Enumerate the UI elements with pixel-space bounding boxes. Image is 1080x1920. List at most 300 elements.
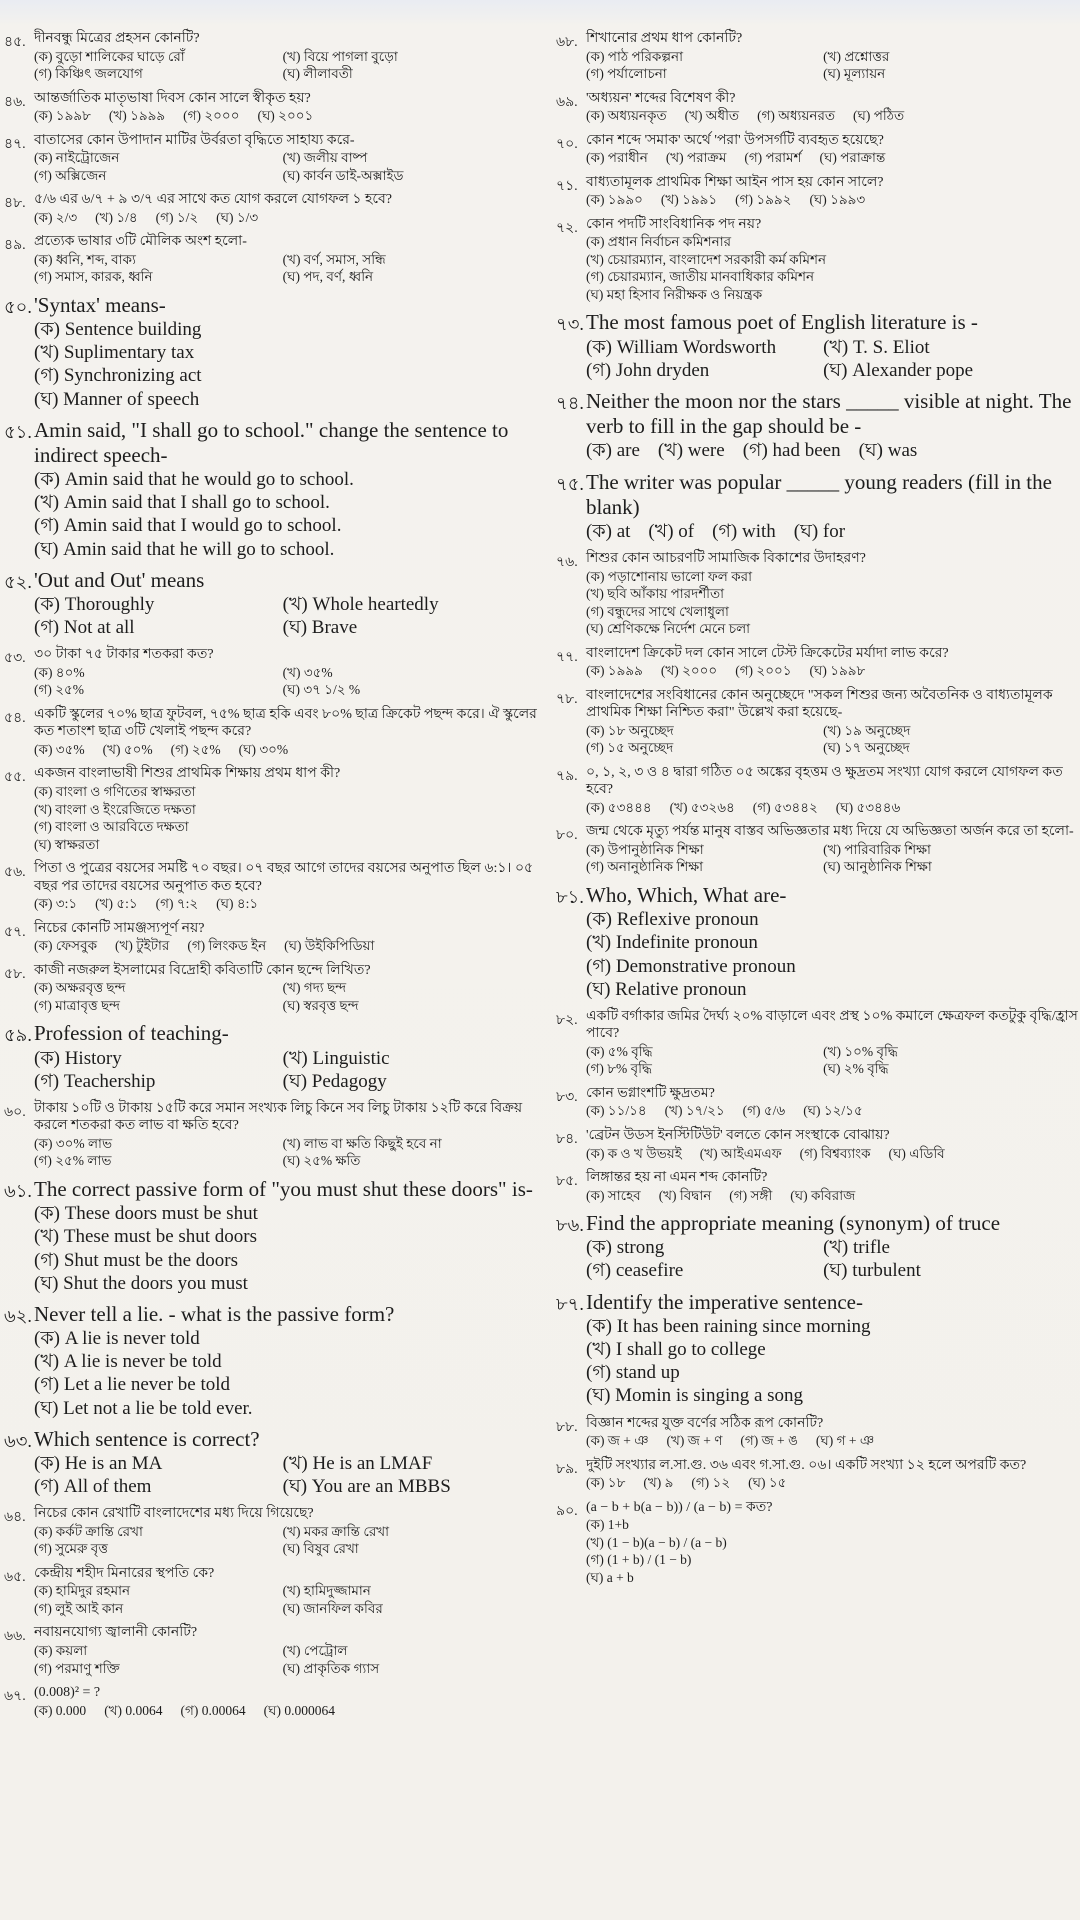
answer-option: (গ) লুই আই কান bbox=[34, 1600, 124, 1616]
answer-option: (গ) কিঞ্চিৎ জলযোগ bbox=[34, 66, 143, 82]
answer-option: (গ) লিংকড ইন bbox=[187, 938, 267, 954]
answer-option: (খ) Indefinite pronoun bbox=[586, 932, 758, 954]
answer-option: (ঘ) পদ, বর্ণ, ধ্বনি bbox=[282, 269, 374, 285]
question-item bbox=[4, 765, 552, 853]
question-item bbox=[556, 470, 1080, 544]
question-body bbox=[34, 293, 552, 411]
option-list bbox=[34, 783, 552, 853]
option-list bbox=[34, 741, 552, 759]
answer-option: (ক) পরাধীন bbox=[586, 150, 648, 166]
answer-option: (গ) Synchronizing act bbox=[34, 365, 202, 387]
question-item bbox=[556, 883, 1080, 1001]
answer-option: (গ) বিশ্বব্যাংক bbox=[799, 1145, 871, 1161]
answer-option: (ঘ) উইকিপিডিয়া bbox=[284, 938, 375, 954]
option-list bbox=[34, 1702, 552, 1720]
question-item bbox=[4, 1427, 552, 1499]
question-stem: The writer was popular _____ young readers (fill in the blank) bbox=[586, 469, 1052, 519]
answer-option: (ঘ) পরাক্রান্ত bbox=[819, 150, 886, 166]
question-body bbox=[34, 191, 552, 226]
question-number: ৪৭. bbox=[4, 136, 26, 152]
question-stem: ৫/৬ এর ৬/৭ + ৯ ৩/৭ এর সাথে কত যোগ করলে যোগফল ১ হবে? bbox=[34, 192, 392, 208]
answer-option: (ক) Sentence building bbox=[34, 319, 202, 341]
question-number: ৭৬. bbox=[556, 555, 578, 571]
answer-option: (ঘ) বিষুব রেখা bbox=[282, 1541, 359, 1557]
answer-option: (ক) strong bbox=[586, 1237, 665, 1259]
question-item bbox=[556, 1457, 1080, 1492]
answer-option: (ঘ) ৩৭ ১/২ % bbox=[282, 682, 361, 698]
option-list bbox=[586, 841, 1080, 876]
question-stem: প্রত্যেক ভাষার ৩টি মৌলিক অংশ হলো- bbox=[34, 234, 247, 250]
answer-option: (ঘ) Pedagogy bbox=[282, 1070, 387, 1092]
answer-option: (ঘ) Manner of speech bbox=[34, 388, 200, 410]
question-body bbox=[586, 174, 1080, 209]
question-body bbox=[34, 30, 552, 83]
right-column bbox=[556, 30, 1080, 1593]
question-stem: দুইটি সংখ্যার ল.সা.গু. ৩৬ এবং গ.সা.গু. ০৬। একটি সংখ্যা ১২ হলে অপরটি কত? bbox=[586, 1457, 1027, 1473]
answer-option: (গ) বাংলা ও আরবিতে দক্ষতা bbox=[34, 819, 189, 835]
answer-option: (ক) উপানুষ্ঠানিক শিক্ষা bbox=[586, 841, 704, 857]
question-stem: ০, ১, ২, ৩ ও ৪ দ্বারা গঠিত ০৫ অঙ্কের বৃহত্তম ও ক্ষুদ্রতম সংখ্যা যোগ করলে যোগফল কত হবে? bbox=[586, 764, 1063, 798]
answer-option: (ক) History bbox=[34, 1047, 122, 1069]
answer-option: (খ) হামিদুজ্জামান bbox=[282, 1583, 371, 1599]
question-body bbox=[586, 389, 1080, 463]
question-stem: Find the appropriate meaning (synonym) of truce bbox=[586, 1211, 1001, 1236]
question-number: ৬৩. bbox=[4, 1430, 32, 1451]
answer-option: (গ) Let a lie never be told bbox=[34, 1374, 231, 1396]
question-stem: 'Syntax' means- bbox=[34, 292, 166, 317]
question-item bbox=[556, 764, 1080, 817]
question-body bbox=[34, 132, 552, 185]
answer-option: (খ) I shall go to college bbox=[586, 1339, 766, 1361]
answer-option: (ক) ধ্বনি, শব্দ, বাক্য bbox=[34, 251, 136, 267]
question-item bbox=[556, 1415, 1080, 1450]
question-item bbox=[4, 1684, 552, 1719]
answer-option: (খ) পারিবারিক শিক্ষা bbox=[823, 841, 931, 857]
question-item bbox=[4, 1177, 552, 1295]
option-list bbox=[586, 1474, 1080, 1492]
question-stem: কেন্দ্রীয় শহীদ মিনারের স্থপতি কে? bbox=[34, 1565, 215, 1581]
answer-option: (ক) বুড়ো শালিকের ঘাড়ে রোঁ bbox=[34, 48, 185, 64]
option-list bbox=[34, 895, 552, 913]
question-item bbox=[556, 174, 1080, 209]
answer-option: (খ) Suplimentary tax bbox=[34, 342, 195, 364]
answer-option: (খ) জলীয় বাষ্প bbox=[282, 150, 368, 166]
answer-option: (খ) ২০০০ bbox=[660, 663, 718, 679]
answer-option: (গ) অক্সিজেন bbox=[34, 167, 107, 183]
answer-option: (ঘ) ৫৩৪৪৬ bbox=[835, 799, 901, 815]
question-item bbox=[556, 1085, 1080, 1120]
answer-option: (গ) ৮% বৃদ্ধি bbox=[586, 1061, 652, 1077]
option-list bbox=[34, 1452, 552, 1498]
answer-option: (গ) চেয়ারম্যান, জাতীয় মানবাধিকার কমিশন bbox=[586, 269, 815, 285]
answer-option: (খ) লাভ বা ক্ষতি কিছুই হবে না bbox=[282, 1135, 442, 1151]
question-item bbox=[556, 1290, 1080, 1408]
question-body bbox=[586, 1457, 1080, 1492]
question-number: ৫৭. bbox=[4, 924, 26, 940]
question-number: ৭৮. bbox=[556, 691, 578, 707]
question-body bbox=[34, 1565, 552, 1618]
question-stem: একটি স্কুলের ৭০% ছাত্র ফুটবল, ৭৫% ছাত্র হকি এবং ৮০% ছাত্র ক্রিকেট পছন্দ করে। ঐ স্কুলের কত শতাংশ ছাত্র ৩টি খেলাই পছন্দ করে? bbox=[34, 706, 537, 740]
question-body bbox=[586, 90, 1080, 125]
answer-option: (ঘ) ১৯৯৮ bbox=[809, 663, 866, 679]
answer-option: (খ) ৫০% bbox=[102, 741, 153, 757]
question-number: ৫৪. bbox=[4, 710, 26, 726]
question-number: ৬৭. bbox=[4, 1689, 26, 1705]
question-stem: একটি বর্গাকার জমির দৈর্ঘ্য ২০% বাড়ালে এবং প্রস্থ ১০% কমালে ক্ষেত্রফল কতটুকু বৃদ্ধি/হ্রাস পাবে? bbox=[586, 1008, 1078, 1042]
question-body bbox=[34, 90, 552, 125]
answer-option: (গ) সুমেরু বৃত্ত bbox=[34, 1541, 108, 1557]
answer-option: (ক) ফেসবুক bbox=[34, 938, 98, 954]
answer-option: (ক) 1+b bbox=[586, 1517, 629, 1533]
question-number: ৭৫. bbox=[556, 473, 584, 494]
question-item bbox=[556, 550, 1080, 638]
answer-option: (খ) A lie is never be told bbox=[34, 1351, 222, 1373]
question-body bbox=[34, 568, 552, 640]
answer-option: (ঘ) জানফিল কবির bbox=[282, 1600, 383, 1616]
question-stem: বাংলাদেশের সংবিধানের কোন অনুচ্ছেদে "সকল শিশুর জন্য অবৈতনিক ও বাধ্যতামূলক প্রাথমিক শিক্ষা নিশ্চিত করা" উল্লেখ করা হয়েছে- bbox=[586, 687, 1053, 721]
answer-option: (ঘ) পঠিত bbox=[853, 108, 905, 124]
answer-option: (গ) সমাস, কারক, ধ্বনি bbox=[34, 269, 153, 285]
question-stem: কোন ভগ্নাংশটি ক্ষুদ্রতম? bbox=[586, 1085, 715, 1101]
answer-option: (গ) পরামর্শ bbox=[744, 150, 802, 166]
option-list bbox=[586, 1187, 1080, 1205]
question-number: ৮৫. bbox=[556, 1174, 578, 1190]
answer-option: (গ) ১৫ অনুচ্ছেদ bbox=[586, 740, 674, 756]
answer-option: (ক) ১৮ bbox=[586, 1475, 626, 1491]
answer-option: (গ) ২০০০ bbox=[183, 108, 240, 124]
answer-option: (ঘ) Brave bbox=[282, 617, 358, 639]
answer-option: (খ) of bbox=[648, 520, 695, 542]
question-body bbox=[34, 1021, 552, 1093]
option-list bbox=[586, 1315, 1080, 1408]
question-stem: পিতা ও পুত্রের বয়সের সমষ্টি ৭০ বছর। ০৭ বছর আগে তাদের বয়সের অনুপাত ছিল ৬:১। ০৫ বছর পর তাদের বয়সের অনুপাত কত হবে? bbox=[34, 861, 534, 894]
answer-option: (খ) T. S. Eliot bbox=[823, 336, 930, 358]
question-body bbox=[34, 233, 552, 286]
question-stem: Neither the moon nor the stars _____ visible at night. The verb to fill in the gap should be - bbox=[586, 388, 1072, 439]
question-item bbox=[4, 1100, 552, 1170]
answer-option: (গ) stand up bbox=[586, 1362, 680, 1384]
option-list bbox=[586, 336, 1080, 382]
answer-option: (ক) প্রধান নির্বাচন কমিশনার bbox=[586, 234, 732, 250]
answer-option: (খ) ৫:১ bbox=[95, 896, 138, 912]
question-number: ৭১. bbox=[556, 178, 578, 194]
answer-option: (গ) অনানুষ্ঠানিক শিক্ষা bbox=[586, 859, 704, 875]
answer-option: (ঘ) কার্বন ডাই-অক্সাইড bbox=[282, 167, 404, 183]
question-stem: বাতাসের কোন উপাদান মাটির উর্বরতা বৃদ্ধিতে সাহায্য করে- bbox=[34, 132, 355, 148]
option-list bbox=[34, 1202, 552, 1295]
answer-option: (ক) অধ্যয়নকৃত bbox=[586, 108, 667, 124]
answer-option: (খ) (1 − b)(a − b) / (a − b) bbox=[586, 1534, 727, 1550]
question-number: ৫৯. bbox=[4, 1025, 32, 1046]
question-number: ৮৩. bbox=[556, 1089, 578, 1105]
option-list bbox=[34, 48, 552, 83]
question-item bbox=[4, 30, 552, 83]
option-list bbox=[586, 520, 1080, 543]
answer-option: (খ) ১/৪ bbox=[95, 209, 138, 225]
answer-option: (ক) ১৯৯০ bbox=[586, 192, 643, 208]
question-item bbox=[556, 389, 1080, 463]
answer-option: (ঘ) a + b bbox=[586, 1569, 634, 1585]
answer-option: (ঘ) was bbox=[858, 440, 918, 462]
answer-option: (ঘ) ২৫% ক্ষতি bbox=[282, 1153, 361, 1169]
option-list bbox=[34, 318, 552, 411]
answer-option: (খ) ১৯৯৯ bbox=[108, 108, 166, 124]
question-item bbox=[4, 568, 552, 640]
answer-option: (ক) জ + ঞ bbox=[586, 1433, 649, 1449]
question-item bbox=[556, 1008, 1080, 1078]
answer-option: (গ) ২৫% bbox=[170, 741, 221, 757]
answer-option: (ক) He is an MA bbox=[34, 1452, 163, 1474]
question-number: ৭৭. bbox=[556, 649, 578, 665]
answer-option: (ঘ) গ + ঞ bbox=[815, 1433, 875, 1449]
question-stem: বিজ্ঞান শব্দের যুক্ত বর্ণের সঠিক রূপ কোনটি? bbox=[586, 1415, 824, 1431]
answer-option: (খ) ৩৫% bbox=[282, 664, 333, 680]
question-stem: বাধ্যতামূলক প্রাথমিক শিক্ষা আইন পাস হয় কোন সালে? bbox=[586, 174, 884, 190]
answer-option: (ঘ) 0.000064 bbox=[263, 1702, 335, 1718]
question-stem: 'অধ্যয়ন' শব্দের বিশেষণ কী? bbox=[586, 90, 736, 106]
question-stem: কাজী নজরুল ইসলামের বিদ্রোহী কবিতাটি কোন ছন্দে লিখিত? bbox=[34, 962, 371, 978]
option-list bbox=[586, 799, 1080, 817]
question-item bbox=[556, 1169, 1080, 1204]
question-number: ৪৬. bbox=[4, 94, 26, 110]
answer-option: (ক) সাহেব bbox=[586, 1187, 641, 1203]
option-list bbox=[586, 439, 1080, 462]
option-list bbox=[34, 1582, 552, 1617]
answer-option: (ঘ) Amin said that he will go to school. bbox=[34, 538, 335, 560]
answer-option: (খ) বর্ণ, সমাস, সন্ধি bbox=[282, 251, 386, 267]
answer-option: (ক) ১১/১৪ bbox=[586, 1103, 647, 1119]
question-number: ৫২. bbox=[4, 571, 32, 592]
answer-option: (ক) William Wordsworth bbox=[586, 336, 777, 358]
question-body bbox=[586, 1415, 1080, 1450]
option-list bbox=[34, 1327, 552, 1420]
option-list bbox=[586, 1432, 1080, 1450]
question-stem: শিখানোর প্রথম ধাপ কোনটি? bbox=[586, 31, 743, 46]
question-item bbox=[4, 132, 552, 185]
question-stem: The most famous poet of English literature is - bbox=[586, 310, 978, 335]
question-body bbox=[34, 920, 552, 955]
question-body bbox=[586, 310, 1080, 382]
answer-option: (খ) Linguistic bbox=[282, 1047, 390, 1069]
answer-option: (ক) নাইট্রোজেন bbox=[34, 150, 120, 166]
answer-option: (ক) ক ও খ উভয়ই bbox=[586, 1145, 682, 1161]
option-list bbox=[586, 1043, 1080, 1078]
question-item bbox=[556, 90, 1080, 125]
answer-option: (খ) চেয়ারম্যান, বাংলাদেশ সরকারী কর্ম কমিশন bbox=[586, 251, 827, 267]
question-stem: The correct passive form of "you must shut these doors" is- bbox=[34, 1176, 533, 1201]
question-body bbox=[34, 1302, 552, 1420]
answer-option: (ঘ) turbulent bbox=[823, 1260, 921, 1282]
answer-option: (ক) ১৯৯৮ bbox=[34, 108, 91, 124]
answer-option: (গ) ২০০১ bbox=[735, 663, 792, 679]
question-body bbox=[34, 1624, 552, 1677]
answer-option: (ঘ) Let not a lie be told ever. bbox=[34, 1397, 253, 1419]
question-body bbox=[586, 550, 1080, 638]
answer-option: (খ) He is an LMAF bbox=[282, 1452, 433, 1474]
answer-option: (ক) ৩:১ bbox=[34, 896, 78, 912]
question-number: ৬১. bbox=[4, 1180, 32, 1201]
answer-option: (ক) ১৯৯৯ bbox=[586, 663, 643, 679]
answer-option: (ঘ) Momin is singing a song bbox=[586, 1385, 804, 1407]
answer-option: (গ) জ + ঙ bbox=[740, 1433, 798, 1449]
question-item bbox=[4, 1565, 552, 1618]
question-stem: Who, Which, What are- bbox=[586, 883, 787, 908]
option-list bbox=[34, 593, 552, 639]
answer-option: (গ) ৭:২ bbox=[155, 896, 199, 912]
answer-option: (খ) টুইটার bbox=[115, 938, 170, 954]
question-stem: টাকায় ১০টি ও টাকায় ১৫টি করে সমান সংখ্যক লিচু কিনে সব লিচু টাকায় ১২টি করে বিক্রয় করলে শতকরা কত লাভ বা ক্ষতি হবে? bbox=[34, 1100, 523, 1134]
question-body bbox=[34, 646, 552, 699]
answer-option: (খ) ১৯ অনুচ্ছেদ bbox=[823, 722, 911, 738]
question-number: ৮৭. bbox=[556, 1293, 584, 1314]
answer-option: (খ) ৫৩২৬৪ bbox=[669, 799, 735, 815]
answer-option: (গ) ২৫% bbox=[34, 682, 84, 698]
answer-option: (খ) বিয়ে পাগলা বুড়ো bbox=[282, 48, 398, 64]
answer-option: (খ) ১৭/২১ bbox=[664, 1103, 725, 1119]
answer-option: (ঘ) ১৫ bbox=[748, 1475, 787, 1491]
question-number: ৬৮. bbox=[556, 35, 578, 50]
answer-option: (গ) John dryden bbox=[586, 359, 710, 381]
option-list bbox=[586, 662, 1080, 680]
answer-option: (ক) A lie is never told bbox=[34, 1328, 200, 1350]
question-body bbox=[34, 1684, 552, 1719]
question-number: ৬৫. bbox=[4, 1569, 26, 1585]
question-item bbox=[556, 1127, 1080, 1162]
answer-option: (ক) Thoroughly bbox=[34, 594, 155, 615]
question-number: ৬২. bbox=[4, 1305, 32, 1326]
question-stem: 'Out and Out' means bbox=[34, 567, 205, 592]
option-list bbox=[34, 937, 552, 955]
answer-option: (গ) Amin said that I would go to school. bbox=[34, 515, 342, 537]
question-body bbox=[586, 1169, 1080, 1204]
answer-option: (খ) প্রশ্নোত্তর bbox=[823, 48, 890, 64]
answer-option: (খ) বিদ্বান bbox=[658, 1187, 712, 1203]
option-list bbox=[586, 1102, 1080, 1120]
answer-option: (ক) at bbox=[586, 520, 631, 542]
question-item bbox=[4, 860, 552, 913]
option-list bbox=[586, 908, 1080, 1001]
question-body bbox=[586, 1499, 1080, 1587]
question-item bbox=[556, 1499, 1080, 1587]
option-list bbox=[34, 1642, 552, 1677]
question-stem: নিচের কোন রেখাটি বাংলাদেশের মধ্য দিয়ে গিয়েছে? bbox=[34, 1506, 314, 1522]
question-number: ৮৯. bbox=[556, 1461, 578, 1477]
question-number: ৬০. bbox=[4, 1104, 26, 1120]
answer-option: (খ) আইএমএফ bbox=[699, 1145, 782, 1161]
answer-option: (খ) পরাক্রম bbox=[665, 150, 727, 166]
question-item bbox=[4, 646, 552, 699]
question-body bbox=[34, 1505, 552, 1558]
question-number: ৭৪. bbox=[556, 392, 584, 413]
answer-option: (খ) 0.0064 bbox=[104, 1702, 163, 1718]
answer-option: (ক) ২/৩ bbox=[34, 209, 78, 225]
question-body bbox=[586, 823, 1080, 876]
question-number: ৫৬. bbox=[4, 865, 26, 881]
question-stem: Amin said, "I shall go to school." change the sentence to indirect speech- bbox=[34, 417, 509, 467]
question-body bbox=[586, 1290, 1080, 1408]
answer-option: (ক) 0.000 bbox=[34, 1702, 87, 1718]
answer-option: (ঘ) ১/৩ bbox=[216, 209, 259, 225]
answer-option: (খ) গদ্য ছন্দ bbox=[282, 980, 347, 996]
answer-option: (ক) ৩০% লাভ bbox=[34, 1135, 113, 1151]
question-stem: (a − b + b(a − b)) / (a − b) = কত? bbox=[586, 1499, 773, 1515]
answer-option: (ক) These doors must be shut bbox=[34, 1203, 258, 1225]
question-body bbox=[34, 1100, 552, 1170]
answer-option: (ঘ) মহা হিসাব নিরীক্ষক ও নিয়ন্ত্রক bbox=[586, 286, 763, 302]
question-item bbox=[556, 687, 1080, 757]
question-body bbox=[34, 1177, 552, 1295]
answer-option: (খ) মকর ক্রান্তি রেখা bbox=[282, 1523, 390, 1539]
option-list bbox=[34, 1135, 552, 1170]
answer-option: (গ) সঙ্গী bbox=[729, 1187, 773, 1203]
question-body bbox=[586, 132, 1080, 167]
answer-option: (ক) পড়াশোনায় ভালো ফল করা bbox=[586, 568, 752, 584]
question-number: ৭২. bbox=[556, 220, 578, 236]
answer-option: (ঘ) ১৭ অনুচ্ছেদ bbox=[823, 740, 910, 756]
answer-option: (ক) ৪০% bbox=[34, 664, 85, 680]
question-item bbox=[4, 1624, 552, 1677]
question-number: ৫০. bbox=[4, 296, 32, 317]
question-number: ৬৪. bbox=[4, 1510, 26, 1526]
question-body bbox=[586, 883, 1080, 1001]
answer-option: (ঘ) কবিরাজ bbox=[790, 1187, 856, 1203]
answer-option: (খ) Whole heartedly bbox=[282, 594, 439, 615]
answer-option: (ঘ) মূল্যায়ন bbox=[823, 66, 886, 82]
answer-option: (গ) Teachership bbox=[34, 1070, 156, 1092]
question-number: ৯০. bbox=[556, 1503, 578, 1519]
answer-option: (ঘ) প্রাকৃতিক গ্যাস bbox=[282, 1660, 380, 1676]
question-body bbox=[586, 470, 1080, 544]
question-stem: 'ব্রেটন উডস ইনস্টিটিউট' বলতে কোন সংস্থাকে বোঝায়? bbox=[586, 1128, 890, 1144]
question-body bbox=[34, 1427, 552, 1499]
answer-option: (ঘ) ৪:১ bbox=[216, 896, 259, 912]
answer-option: (গ) বন্ধুদের সাথে খেলাধুলা bbox=[586, 603, 729, 619]
option-list bbox=[34, 107, 552, 125]
option-list bbox=[34, 664, 552, 699]
question-number: ৫৩. bbox=[4, 651, 26, 667]
question-item bbox=[4, 962, 552, 1015]
option-list bbox=[586, 1516, 1080, 1586]
answer-option: (খ) ১০% বৃদ্ধি bbox=[823, 1043, 898, 1059]
option-list bbox=[586, 1236, 1080, 1282]
question-stem: কোন পদটি সাংবিধানিক পদ নয়? bbox=[586, 216, 762, 232]
question-stem: নিচের কোনটি সামঞ্জস্যপূর্ণ নয়? bbox=[34, 920, 205, 936]
question-body bbox=[34, 765, 552, 853]
answer-option: (ক) Amin said that he would go to school. bbox=[34, 469, 354, 491]
option-list bbox=[34, 209, 552, 227]
answer-option: (খ) পেট্রোল bbox=[282, 1642, 348, 1658]
question-stem: নবায়নযোগ্য জ্বালানী কোনটি? bbox=[34, 1625, 198, 1641]
answer-option: (গ) ১৯৯২ bbox=[735, 192, 792, 208]
answer-option: (গ) All of them bbox=[34, 1476, 152, 1498]
answer-option: (ক) অক্ষরবৃত্ত ছন্দ bbox=[34, 980, 126, 996]
answer-option: (খ) These must be shut doors bbox=[34, 1226, 258, 1248]
answer-option: (ক) ৫৩৪৪৪ bbox=[586, 799, 652, 815]
answer-option: (ঘ) Alexander pope bbox=[823, 359, 974, 381]
question-number: ৮৪. bbox=[556, 1132, 578, 1148]
answer-option: (ক) পাঠ পরিকল্পনা bbox=[586, 48, 683, 64]
answer-option: (ঘ) ১৯৯৩ bbox=[809, 192, 866, 208]
question-stem: লিঙ্গান্তর হয় না এমন শব্দ কোনটি? bbox=[586, 1170, 768, 1186]
answer-option: (ঘ) লীলাবতী bbox=[282, 66, 353, 82]
answer-option: (ঘ) স্বাক্ষরতা bbox=[34, 836, 100, 852]
answer-option: (খ) অধীত bbox=[684, 108, 740, 124]
question-number: ৬৬. bbox=[4, 1629, 26, 1645]
question-item bbox=[4, 920, 552, 955]
option-list bbox=[586, 107, 1080, 125]
question-stem: দীনবন্ধু মিত্রের প্রহসন কোনটি? bbox=[34, 31, 200, 46]
question-stem: কোন শব্দে 'সমাক' অর্থে 'পরা' উপসর্গটি ব্যবহৃত হয়েছে? bbox=[586, 132, 884, 148]
